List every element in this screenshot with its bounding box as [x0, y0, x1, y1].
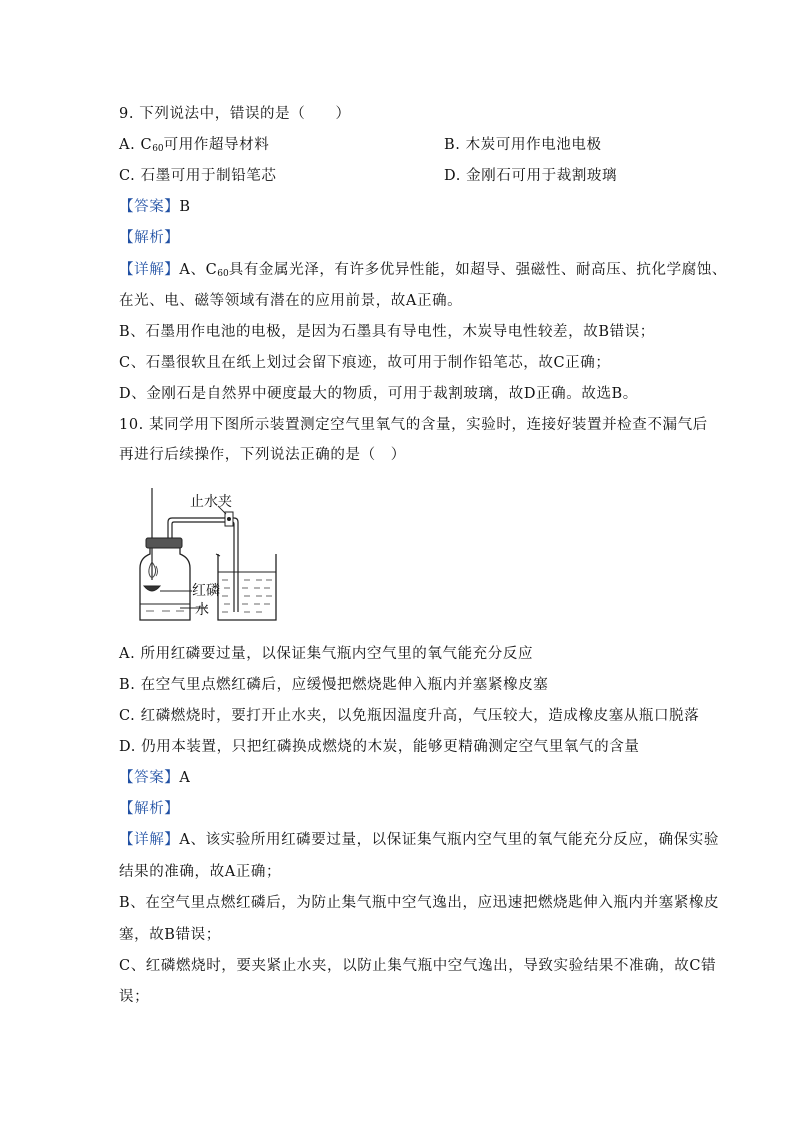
q9-detail-line-4: C、石墨很软且在纸上划过会留下痕迹，故可用于制作铅笔芯，故C正确；: [119, 355, 611, 371]
q9-detail-line-2: 在光、电、磁等领域有潜在的应用前景，故A正确。: [119, 293, 463, 309]
beaker: [218, 554, 276, 620]
q9-option-c: C. 石墨可用于制铅笔芯: [119, 168, 277, 184]
water-label: 水: [195, 602, 209, 618]
q9-analysis-tag: 【解析】: [119, 230, 180, 246]
q9-option-d: D. 金刚石可用于裁割玻璃: [444, 168, 618, 184]
q10-option-c: C. 红磷燃烧时，要打开止水夹，以免瓶因温度升高，气压较大，造成橡皮塞从瓶口脱落: [119, 708, 700, 724]
q9-detail-line-3: B、石墨用作电池的电极，是因为石墨具有导电性，木炭导电性较差，故B错误；: [119, 324, 655, 340]
q10-detail-line-4: 塞，故B错误；: [119, 927, 221, 943]
q9-detail-line-1: 【详解】A、$C_{60}$具有金属光泽，有许多优异性能，如超导、强磁性、耐高压、抗化学腐蚀、: [119, 262, 728, 279]
burning-spoon: [144, 586, 160, 591]
rubber-stopper: [146, 538, 182, 548]
q10-answer: [119, 768, 190, 788]
q10-stem-line-2: 再进行后续操作，下列说法正确的是（ ）: [119, 447, 406, 463]
q9-option-a: A. $C_{60}$可用作超导材料: [119, 137, 270, 154]
q9-answer: [119, 197, 191, 217]
detail-tag: 【详解】: [119, 262, 180, 278]
q9-option-b: B. 木炭可用作电池电极: [444, 137, 602, 153]
q10-option-b: B. 在空气里点燃红磷后，应缓慢把燃烧匙伸入瓶内并塞紧橡皮塞: [119, 677, 549, 693]
q9-detail-line-5: D、金刚石是自然界中硬度最大的物质，可用于裁割玻璃，故D正确。故选B。: [119, 386, 638, 402]
answer-value: A: [179, 770, 191, 786]
q10-detail-line-2: 结果的准确，故A正确；: [119, 864, 282, 880]
gas-bottle: [140, 548, 190, 620]
clamp-label: 止水夹: [190, 494, 232, 510]
answer-tag: 【答案】: [119, 199, 180, 215]
q10-detail-line-6: 误；: [119, 989, 150, 1005]
q10-stem-line-1: 10. 某同学用下图所示装置测定空气里氧气的含量，实验时，连接好装置并检查不漏气后: [119, 417, 708, 433]
q10-analysis-tag: 【解析】: [119, 801, 180, 817]
q10-detail-line-3: B、在空气里点燃红磷后，为防止集气瓶中空气逸出，应迅速把燃烧匙伸入瓶内并塞紧橡皮: [119, 895, 720, 911]
answer-tag: 【答案】: [119, 770, 180, 786]
detail-tag: 【详解】: [119, 832, 180, 848]
q10-option-d: D. 仍用本装置，只把红磷换成燃烧的木炭，能够更精确测定空气里氧气的含量: [119, 739, 640, 755]
q9-stem: 9. 下列说法中，错误的是（ ）: [119, 106, 351, 122]
q10-detail-line-1: 【详解】A、该实验所用红磷要过量，以保证集气瓶内空气里的氧气能充分反应，确保实验: [119, 832, 719, 848]
answer-value: B: [179, 199, 191, 215]
q10-option-a: A. 所用红磷要过量，以保证集气瓶内空气里的氧气能充分反应: [119, 646, 534, 662]
q10-detail-line-5: C、红磷燃烧时，要夹紧止水夹，以防止集气瓶中空气逸出，导致实验结果不准确，故C错: [119, 958, 717, 974]
apparatus-figure: [134, 484, 284, 624]
phosphorus-label: 红磷: [192, 583, 220, 599]
